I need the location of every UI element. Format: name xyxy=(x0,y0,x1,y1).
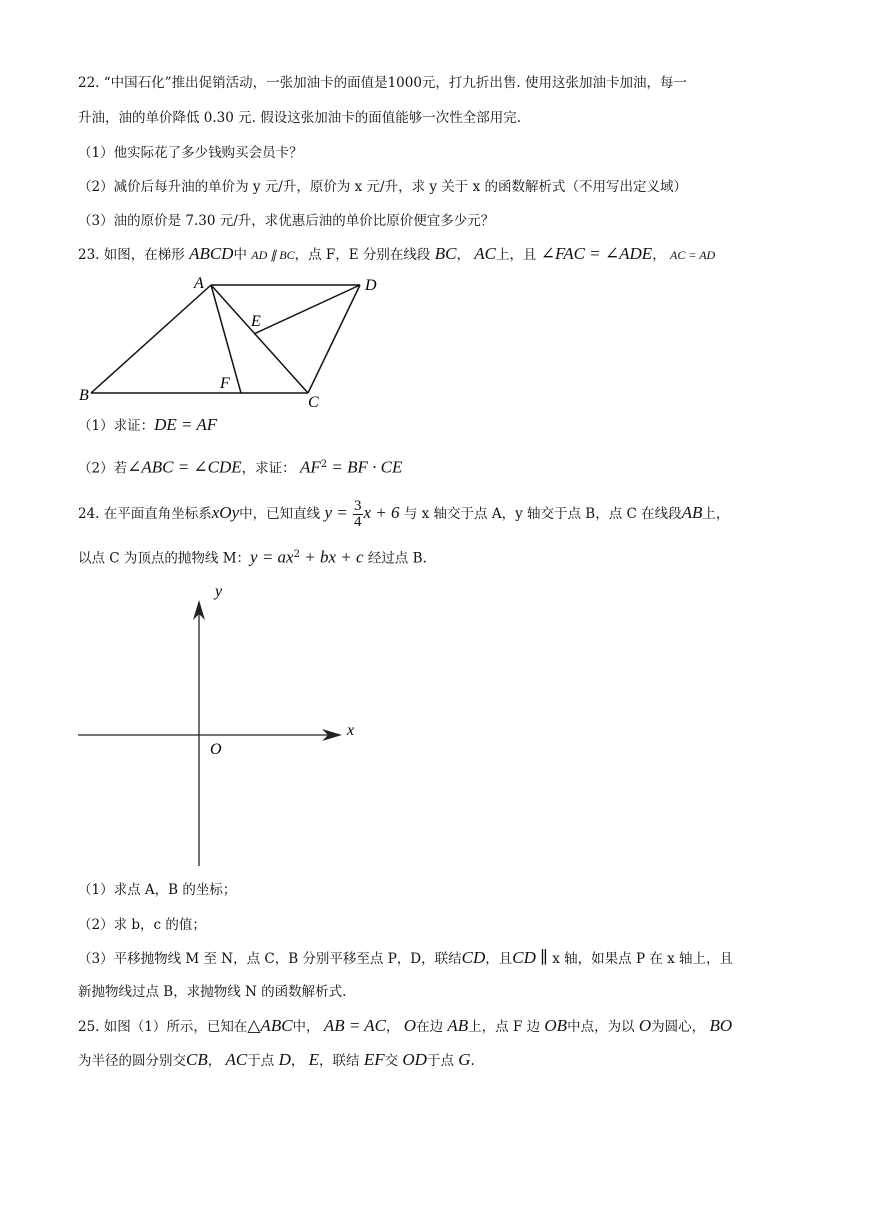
q24-intro-line2: 以点 C 为顶点的抛物线 M：$y = ax^2$ + bx + c 经过点 B. xyxy=(78,547,427,567)
axis-label-y: y xyxy=(215,583,223,600)
segment-dc xyxy=(308,285,360,393)
q22-part3: （3）油的原价是 7.30 元/升，求优惠后油的单价比原价便宜多少元？ xyxy=(78,213,495,229)
q23-part2: （2）若∠ABC = ∠CDE，求证： $AF^2$ = BF · CE xyxy=(78,457,403,477)
q25-line1: 25. 如图（1）所示，已知在△ABC中， AB = AC， O在边 AB上，点 F 边 OB中点，为以 O为圆心， BO xyxy=(78,1016,733,1035)
label-d: D xyxy=(365,277,377,294)
origin-label: O xyxy=(210,741,222,758)
q24-part1: （1）求点 A，B 的坐标； xyxy=(78,882,237,898)
q24-part2: （2）求 b，c 的值； xyxy=(78,917,206,933)
q24-part3-line1: （3）平移抛物线 M 至 N，点 C，B 分别平移至点 P，D，联结CD，且CD ∥ x 轴，如果点 P 在 x 轴上，且 xyxy=(78,948,734,967)
label-f: F xyxy=(220,375,230,392)
trapezoid-figure xyxy=(76,268,386,413)
q24-part3-line2: 新抛物线过点 B，求抛物线 N 的函数解析式. xyxy=(78,984,347,1000)
axis-label-x: x xyxy=(347,722,355,739)
label-c: C xyxy=(308,394,319,411)
q23-part1: （1）求证：DE = AF xyxy=(78,415,218,434)
label-b: B xyxy=(79,387,89,404)
q23-intro: 23. 如图，在梯形 ABCD中 AD ∥ BC，点 F，E 分别在线段 BC， AC上，且 ∠FAC = ∠ADE， AC = AD xyxy=(78,244,716,263)
fraction-3-4: $\frac{3}{4}$ xyxy=(354,498,362,530)
q24-intro-line1: 24. 在平面直角坐标系xOy中，已知直线 y = $\frac{3}{4}$ x + 6 与 x 轴交于点 A，y 轴交于点 B，点 C 在线段AB上， xyxy=(78,498,730,530)
segment-ab xyxy=(91,285,211,393)
segment-de xyxy=(254,285,360,334)
label-e: E xyxy=(251,313,261,330)
coordinate-axes-figure xyxy=(76,578,366,870)
label-a: A xyxy=(194,275,204,292)
q22-line2: 升油，油的单价降低 0.30 元. 假设这张加油卡的面值能够一次性全部用完. xyxy=(78,110,522,126)
q25-line2: 为半径的圆分别交CB， AC于点 D， E，联结 EF交 OD于点 G. xyxy=(78,1050,475,1069)
q22-line1: 22. “中国石化”推出促销活动，一张加油卡的面值是1000元，打九折出售. 使用这张加油卡加油，每一 xyxy=(78,75,688,91)
q22-part1: （1）他实际花了多少钱购买会员卡？ xyxy=(78,145,303,161)
q22-part2: （2）减价后每升油的单价为 y 元/升，原价为 x 元/升，求 y 关于 x 的函数解析式（不用写出定义域） xyxy=(78,179,687,195)
